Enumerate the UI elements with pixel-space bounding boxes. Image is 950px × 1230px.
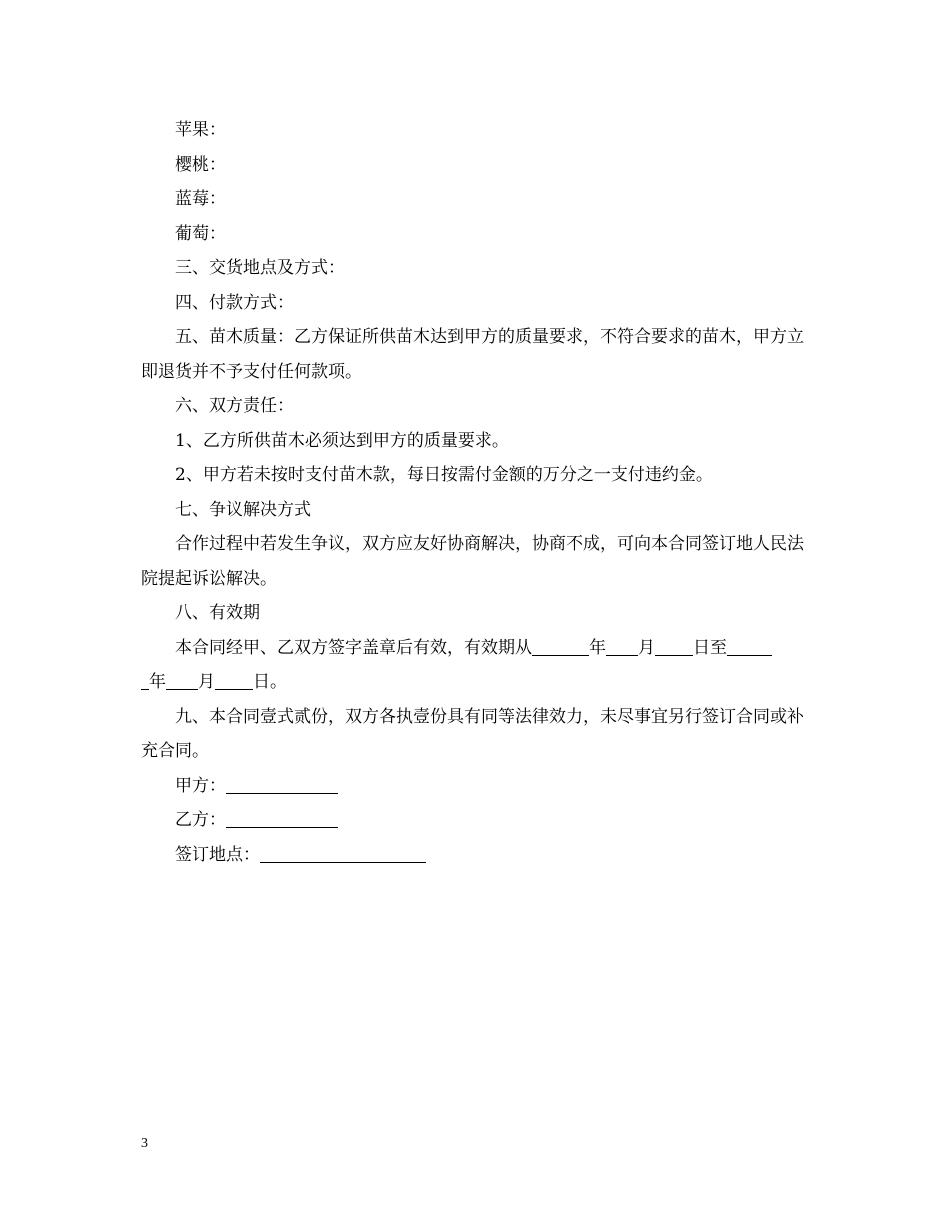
blank-end-year-b[interactable] bbox=[141, 669, 149, 690]
blank-start-year[interactable] bbox=[532, 635, 589, 656]
place-blank[interactable] bbox=[260, 842, 426, 863]
section-dispute: 七、争议解决方式 bbox=[175, 499, 311, 520]
signature-party-a bbox=[141, 769, 811, 804]
signature-place bbox=[141, 838, 811, 873]
section-copies: 九、本合同壹式贰份，双方各执壹份具有同等法律效力，未尽事宜另行签订合同或补充合同。 bbox=[141, 706, 804, 761]
label-day-to: 日至 bbox=[693, 637, 727, 658]
label-year: 年 bbox=[589, 637, 606, 658]
item-grape: 葡萄： bbox=[175, 223, 226, 244]
party-b-blank[interactable] bbox=[226, 807, 338, 828]
label-month-end: 月 bbox=[198, 672, 215, 692]
blank-start-day[interactable] bbox=[655, 635, 693, 656]
item-cherry: 樱桃： bbox=[175, 154, 226, 175]
section-quality: 五、苗木质量：乙方保证所供苗木达到甲方的质量要求，不符合要求的苗木，甲方立即退货并不予支付任何款项。 bbox=[141, 327, 804, 382]
section-validity: 八、有效期 bbox=[175, 603, 260, 623]
party-a-label: 甲方： bbox=[175, 775, 226, 796]
label-year-end: 年 bbox=[149, 672, 166, 692]
party-b-label: 乙方： bbox=[175, 810, 226, 830]
page-number: 3 bbox=[141, 1136, 148, 1151]
dispute-text: 合作过程中若发生争议，双方应友好协商解决，协商不成，可向本合同签订地人民法院提起诉讼解决。 bbox=[141, 534, 804, 589]
validity-prefix: 本合同经甲、乙双方签字盖章后有效，有效期从 bbox=[175, 637, 532, 658]
responsibility-2: 2、甲方若未按时支付苗木款，每日按需付金额的万分之一支付违约金。 bbox=[175, 465, 713, 485]
contract-body bbox=[141, 113, 811, 872]
place-label: 签订地点： bbox=[175, 844, 260, 865]
label-month: 月 bbox=[638, 637, 655, 658]
section-delivery: 三、交货地点及方式： bbox=[175, 258, 345, 278]
responsibility-1: 1、乙方所供苗木必须达到甲方的质量要求。 bbox=[175, 430, 509, 451]
item-apple: 苹果： bbox=[175, 120, 226, 140]
blank-end-year-a[interactable] bbox=[727, 635, 772, 656]
blank-start-month[interactable] bbox=[606, 635, 638, 656]
section-payment: 四、付款方式： bbox=[175, 292, 294, 313]
signature-party-b bbox=[141, 803, 811, 838]
section-responsibility: 六、双方责任： bbox=[175, 396, 294, 416]
item-blueberry: 蓝莓： bbox=[175, 189, 226, 209]
blank-end-month[interactable] bbox=[166, 669, 198, 690]
validity-text bbox=[141, 631, 811, 700]
label-day-end: 日。 bbox=[253, 672, 287, 692]
party-a-blank[interactable] bbox=[226, 773, 338, 794]
blank-end-day[interactable] bbox=[215, 669, 253, 690]
